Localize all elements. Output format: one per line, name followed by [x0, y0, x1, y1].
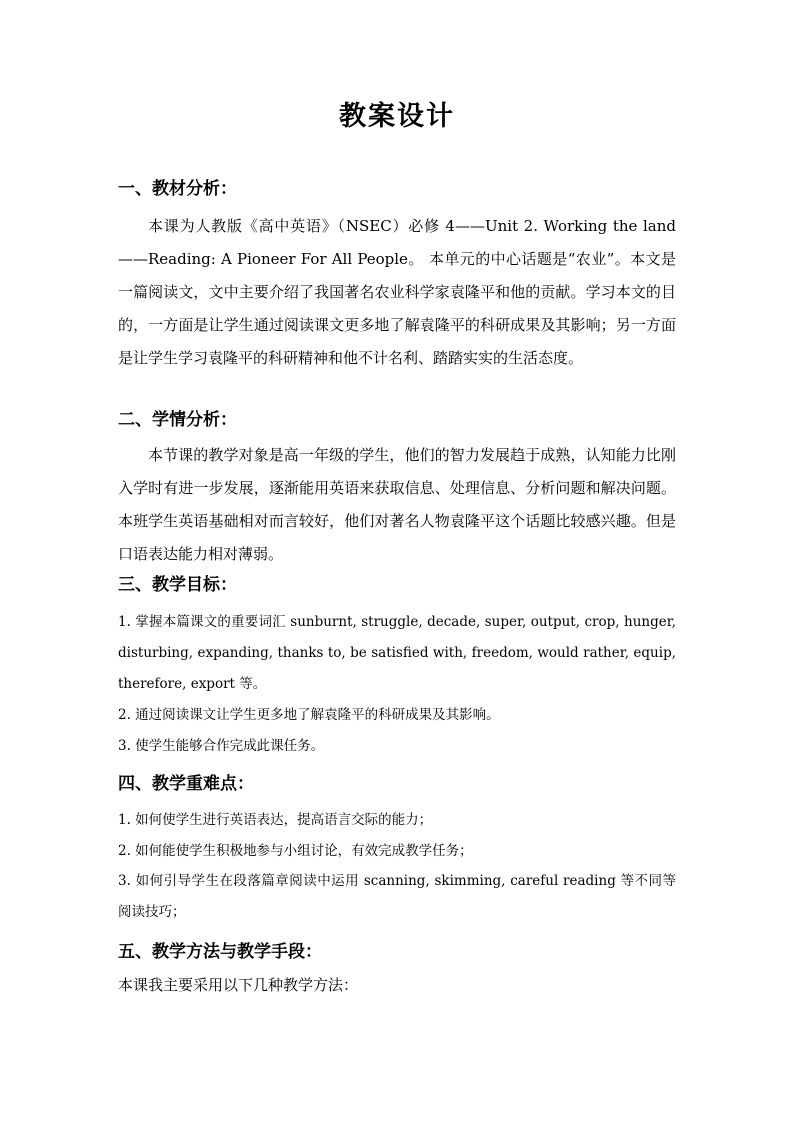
section-heading-student-analysis: 二、学情分析：	[118, 410, 237, 430]
difficulty-item-1: 1. 如何使学生进行英语表达，提高语言交际的能力；	[118, 812, 433, 828]
objective-item-3: 3. 使学生能够合作完成此课任务。	[118, 738, 325, 754]
difficulty-item-3: 3. 如何引导学生在段落篇章阅读中运用 scanning, skimming, careful reading 等不同等阅读技巧；	[118, 873, 676, 920]
student-analysis-paragraph: 本节课的教学对象是高一年级的学生，他们的智力发展趋于成熟，认知能力比刚入学时有进一步发展，逐渐能用英语来获取信息、处理信息、分析问题和解决问题。本班学生英语基础相对而言较好，他们对著名人物袁隆平这个话题比较感兴趣。但是口语表达能力相对薄弱。	[118, 446, 676, 563]
section-heading-key-difficulties: 四、教学重难点：	[118, 774, 254, 794]
teaching-methods-intro: 本课我主要采用以下几种教学方法：	[118, 976, 359, 994]
objective-item-1: 1. 掌握本篇课文的重要词汇 sunburnt, struggle, decade, super, output, crop, hunger, disturbing, expanding, thanks to, be satisfied with, freedom, would rather, equip, therefore, export 等。	[118, 614, 676, 692]
section-heading-teaching-methods: 五、教学方法与教学手段：	[118, 942, 322, 962]
textbook-analysis-paragraph: 本课为人教版《高中英语》（NSEC）必修 4——Unit 2. Working the land——Reading: A Pioneer For All People。 本单元的中心话题是“农业”。本文是一篇阅读文，文中主要介绍了我国著名农业科学家袁隆平和他的贡献。学习本文的目的，一方面是让学生通过阅读课文更多地了解袁隆平的科研成果及其影响；另一方面是让学生学习袁隆平的科研精神和他不计名利、踏踏实实的生活态度。	[118, 217, 676, 367]
difficulty-item-2: 2. 如何能使学生积极地参与小组讨论，有效完成教学任务；	[118, 843, 473, 859]
section-heading-textbook-analysis: 一、教材分析：	[118, 179, 237, 199]
document-title: 教案设计	[339, 101, 455, 132]
section-heading-teaching-objectives: 三、教学目标：	[118, 575, 237, 595]
objective-item-2: 2. 通过阅读课文让学生更多地了解袁隆平的科研成果及其影响。	[118, 707, 500, 723]
